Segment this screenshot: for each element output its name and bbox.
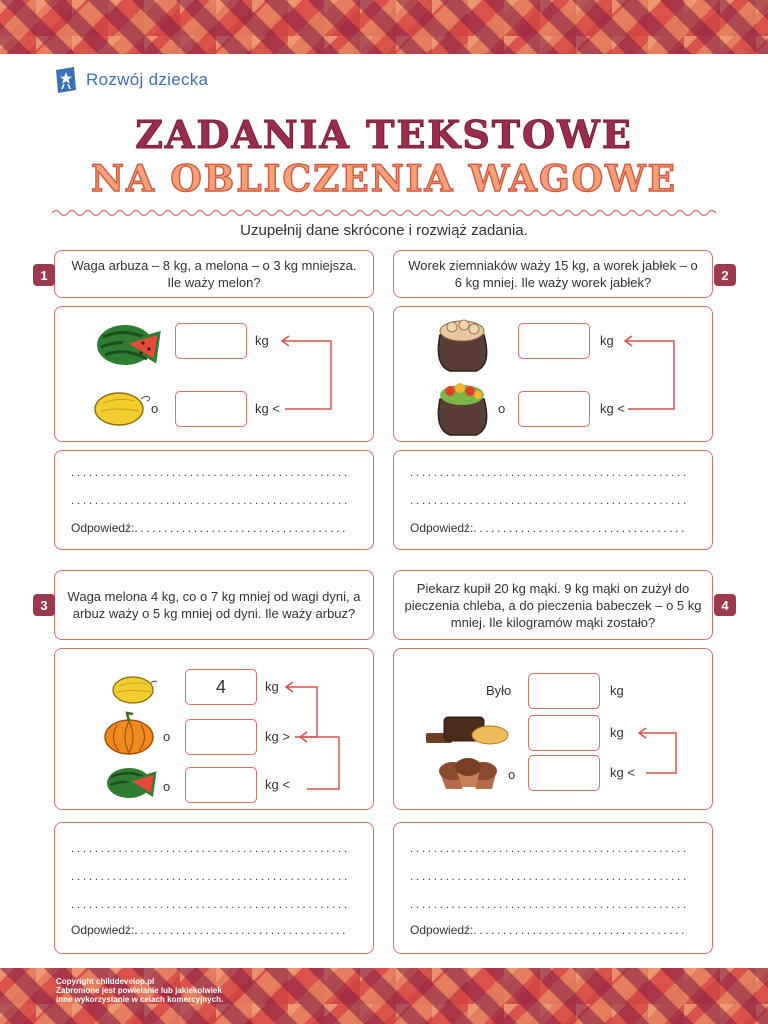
- answer-label: Odpowiedź:: [71, 521, 135, 535]
- task-1-bracket-arrow: [277, 335, 337, 411]
- task-3-bracket-arrow-bottom: [293, 731, 343, 791]
- task-2-text: Worek ziemniaków waży 15 kg, a worek jabłek – o 6 kg mniej. Ile waży worek jabłek?: [408, 258, 698, 290]
- answer-label: Odpowiedź:: [71, 923, 135, 937]
- task-3-badge: 3: [33, 594, 55, 616]
- task-2-question: [393, 250, 713, 298]
- task-4-answer-area: [393, 822, 713, 954]
- task-3-unit-2: kg >: [265, 729, 290, 744]
- page-title-line2: NA OBLICZENIA WAGOWE: [91, 158, 677, 200]
- task-2-line-1[interactable]: ...............................................: [410, 465, 689, 479]
- copyright-notice: [56, 977, 223, 1004]
- task-4-badge: 4: [714, 594, 736, 616]
- task-4-unit-3: kg <: [610, 765, 635, 780]
- potato-sack-icon: [430, 313, 494, 373]
- task-2-input-1[interactable]: [518, 323, 590, 359]
- task-3-unit-1: kg: [265, 679, 279, 694]
- task-2-unit-1: kg: [600, 333, 614, 348]
- task-1-diagram: [54, 306, 374, 442]
- copyright-line-3: inne wykorzystanie w celach komercyjnych.: [56, 995, 224, 1004]
- task-1-badge: 1: [33, 264, 55, 286]
- muffins-icon: [436, 755, 502, 791]
- task-2-unit-2: kg <: [600, 401, 625, 416]
- task-4-line-1[interactable]: ...............................................: [410, 841, 689, 855]
- task-3-input-2[interactable]: [185, 719, 257, 755]
- brand-logo: [54, 66, 208, 94]
- task-3-answer-area: [54, 822, 374, 954]
- task-1-question: [54, 250, 374, 298]
- task-1-unit-2: kg <: [255, 401, 280, 416]
- task-3-line-1[interactable]: ...............................................: [71, 841, 350, 855]
- task-3-prefix-2: o: [163, 729, 171, 744]
- bread-icon: [424, 711, 510, 749]
- task-2-prefix-2: o: [498, 401, 506, 416]
- task-4-unit-2: kg: [610, 725, 624, 740]
- task-3-answer-line[interactable]: Odpowiedź:....................................: [71, 923, 348, 937]
- task-4-input-3[interactable]: [528, 755, 600, 791]
- instruction-text: Uzupełnij dane skrócone i rozwiąż zadania.: [240, 222, 528, 239]
- brand-name: Rozwój dziecka: [86, 70, 209, 89]
- task-4-bracket-arrow: [632, 727, 682, 775]
- task-1-text: Waga arbuza – 8 kg, a melona – o 3 kg mniejsza. Ile waży melon?: [71, 258, 357, 290]
- task-4-unit-1: kg: [610, 683, 624, 698]
- melon-icon: [93, 387, 153, 427]
- task-1-answer-line[interactable]: Odpowiedź:....................................: [71, 521, 348, 535]
- task-4-prefix-3: o: [508, 767, 516, 782]
- task-3-line-3[interactable]: ...............................................: [71, 897, 350, 911]
- task-3-text: Waga melona 4 kg, co o 7 kg mniej od wagi dyni, a arbuz waży o 5 kg mniej od dyni. Ile waży arbuz?: [67, 589, 361, 621]
- task-3-prefix-3: o: [163, 779, 171, 794]
- task-3-unit-3: kg <: [265, 777, 290, 792]
- pumpkin-icon: [103, 711, 155, 755]
- task-2-badge: 2: [714, 264, 736, 286]
- task-1-line-1[interactable]: ...............................................: [71, 465, 350, 479]
- task-4-diagram: [393, 648, 713, 810]
- task-1-unit-1: kg: [255, 333, 269, 348]
- task-3-question: [54, 570, 374, 640]
- task-4-question: [393, 570, 713, 640]
- task-4-input-1[interactable]: [528, 673, 600, 709]
- watermelon-icon: [95, 319, 161, 367]
- task-3-diagram: [54, 648, 374, 810]
- task-2-line-2[interactable]: ...............................................: [410, 493, 689, 507]
- task-3-line-2[interactable]: ...............................................: [71, 869, 350, 883]
- task-4-input-2[interactable]: [528, 715, 600, 751]
- task-2-bracket-arrow: [620, 335, 680, 411]
- task-4-line-2[interactable]: ...............................................: [410, 869, 689, 883]
- task-4-line-3[interactable]: ...............................................: [410, 897, 689, 911]
- task-4-prefix-1: Było: [486, 683, 512, 698]
- star-figure-icon: [54, 66, 78, 94]
- task-2-input-2[interactable]: [518, 391, 590, 427]
- watermelon-icon: [105, 763, 157, 799]
- copyright-line-2: Zabronione jest powielanie lub jakiekolwiek: [56, 986, 222, 995]
- task-1-line-2[interactable]: ...............................................: [71, 493, 350, 507]
- wavy-divider: [52, 206, 716, 220]
- decorative-top-band: [0, 0, 768, 54]
- answer-label: Odpowiedź:: [410, 521, 474, 535]
- apple-sack-icon: [430, 377, 494, 437]
- task-1-input-1[interactable]: [175, 323, 247, 359]
- task-1-answer-area: [54, 450, 374, 550]
- melon-icon: [111, 673, 159, 705]
- task-2-diagram: [393, 306, 713, 442]
- task-3-input-3[interactable]: [185, 767, 257, 803]
- task-3-input-1[interactable]: 4: [185, 669, 257, 705]
- task-4-text: Piekarz kupił 20 kg mąki. 9 kg mąki on zużył do pieczenia chleba, a do pieczenia babeczek – o 5 kg mniej. Ile kilogramów mąki zostało?: [404, 580, 702, 630]
- task-4-answer-line[interactable]: Odpowiedź:....................................: [410, 923, 687, 937]
- page-title-line1: ZADANIA TEKSTOWE: [135, 112, 633, 157]
- task-1-prefix-2: o: [151, 401, 159, 416]
- task-2-answer-area: [393, 450, 713, 550]
- answer-label: Odpowiedź:: [410, 923, 474, 937]
- task-2-answer-line[interactable]: Odpowiedź:....................................: [410, 521, 687, 535]
- copyright-line-1: Copyright childdevelop.pl: [56, 977, 155, 986]
- task-1-input-2[interactable]: [175, 391, 247, 427]
